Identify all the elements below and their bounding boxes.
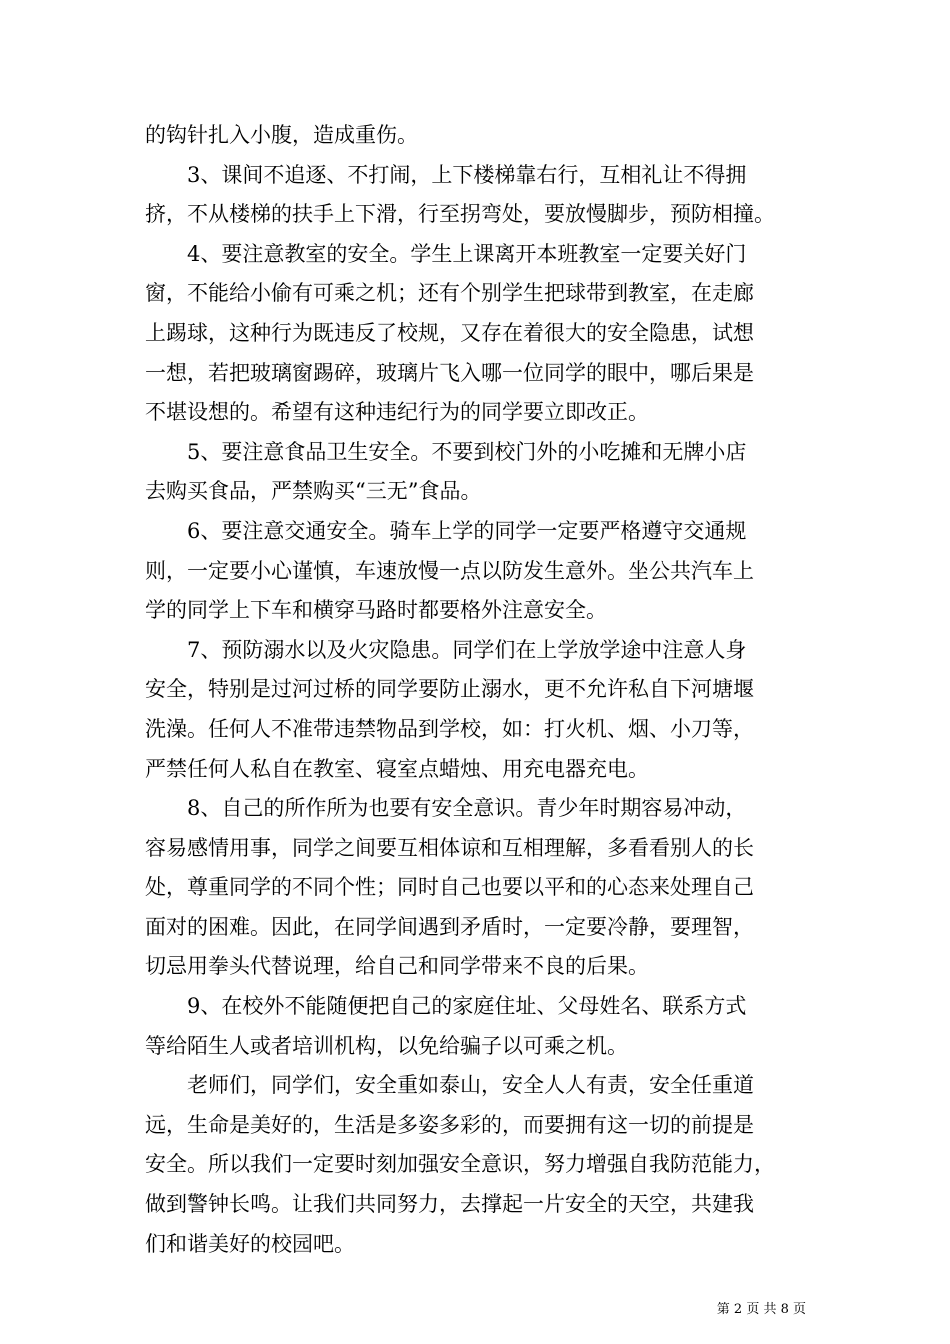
text-line: 严禁任何人私自在教室、寝室点蜡烛、用充电器充电。 [145,756,649,781]
text-line: 远，生命是美好的，生活是多姿多彩的，而要拥有这一切的前提是 [145,1112,754,1137]
text-line: 7、预防溺水以及火灾隐患。同学们在上学放学途中注意人身 [145,637,747,662]
text-line: 容易感情用事，同学之间要互相体谅和互相理解，多看看别人的长 [145,835,754,860]
text-line: 不堪设想的。希望有这种违纪行为的同学要立即改正。 [145,400,649,425]
text-line: 做到警钟长鸣。让我们共同努力，去撑起一片安全的天空，共建我 [145,1192,754,1217]
text-line: 面对的困难。因此，在同学间遇到矛盾时，一定要冷静，要理智， [145,914,754,939]
document-body [145,116,835,1264]
text-line: 挤，不从楼梯的扶手上下滑，行至拐弯处，要放慢脚步，预防相撞。 [145,202,775,227]
text-line: 安全。所以我们一定要时刻加强安全意识，努力增强自我防范能力， [145,1152,775,1177]
text-line: 3、课间不追逐、不打闹，上下楼梯靠右行，互相礼让不得拥 [145,162,747,187]
text-line: 一想，若把玻璃窗踢碎，玻璃片飞入哪一位同学的眼中，哪后果是 [145,360,754,385]
text-line: 的钩针扎入小腹，造成重伤。 [145,123,418,147]
text-line: 安全，特别是过河过桥的同学要防止溺水，更不允许私自下河塘堰 [145,677,754,702]
text-line: 洗澡。任何人不准带违禁物品到学校，如：打火机、烟、小刀等， [145,716,754,741]
text-line: 处，尊重同学的不同个性；同时自己也要以平和的心态来处理自己 [145,875,754,900]
text-line: 去购买食品，严禁购买“三无”食品。 [145,479,482,504]
text-line: 上踢球，这种行为既违反了校规，又存在着很大的安全隐患，试想 [145,320,754,345]
text-line: 窗，不能给小偷有可乘之机；还有个别学生把球带到教室，在走廊 [145,281,754,306]
text-line: 9、在校外不能随便把自己的家庭住址、父母姓名、联系方式 [145,994,747,1019]
text-line: 则，一定要小心谨慎，车速放慢一点以防发生意外。坐公共汽车上 [145,558,754,583]
text-line: 等给陌生人或者培训机构，以免给骗子以可乘之机。 [145,1033,628,1058]
text-line: 4、要注意教室的安全。学生上课离开本班教室一定要关好门 [145,241,747,266]
text-line: 8、自己的所作所为也要有安全意识。青少年时期容易冲动， [145,796,747,821]
page-number: 第 2 页 共 8 页 [716,1302,806,1317]
text-line: 学的同学上下车和横穿马路时都要格外注意安全。 [145,598,607,623]
text-line: 老师们，同学们，安全重如泰山，安全人人有责，安全任重道 [145,1073,754,1098]
text-line: 6、要注意交通安全。骑车上学的同学一定要严格遵守交通规 [145,518,747,543]
text-line: 切忌用拳头代替说理，给自己和同学带来不良的后果。 [145,954,649,979]
text-line: 5、要注意食品卫生安全。不要到校门外的小吃摊和无牌小店 [145,439,747,464]
text-line: 们和谐美好的校园吧。 [145,1231,355,1256]
